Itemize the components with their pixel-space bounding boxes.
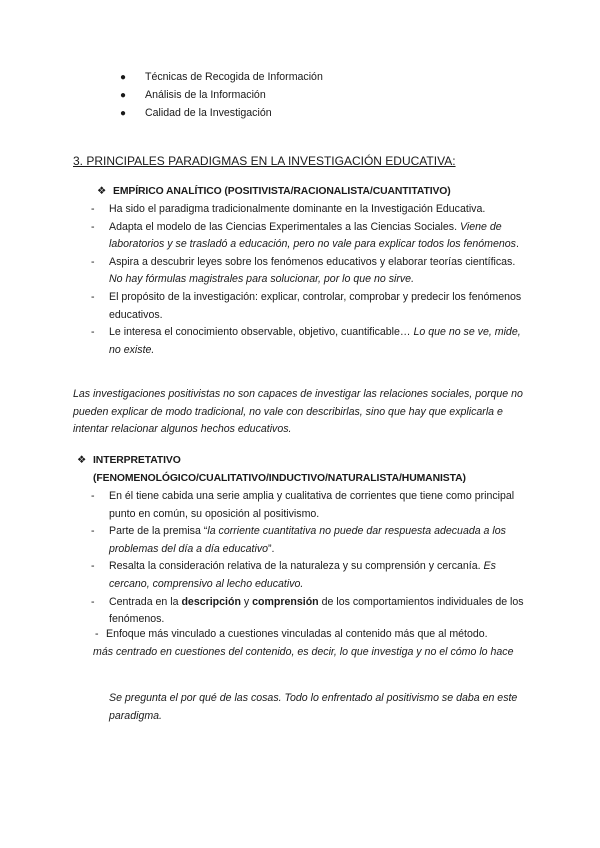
positivist-note: Las investigaciones positivistas no son capaces de investigar las relaciones sociales, porque no pueden explicar de modo tradicional, no vale con describirlas, sino que hay que explicarla e intentar relacionar algunos hechos educativos. [73,388,523,436]
paradigm-interpretativo-subheading: (FENOMENOLÓGICO/CUALITATIVO/INDUCTIVO/NATURALISTA/HUMANISTA) [93,473,466,484]
list-item: - Ha sido el paradigma tradicionalmente dominante en la Investigación Educativa. [91,203,486,215]
list-item: - El propósito de la investigación: explicar, controlar, comprobar y predecir los fenómenos educativos. [91,290,522,321]
list-item: - Le interesa el conocimiento observable, objetivo, cuantificable… Lo que no se ve, mide, no existe. [91,326,521,356]
paradigm-empirico-heading: ❖ EMPÍRICO ANALÍTICO (POSITIVISTA/RACIONALISTA/CUANTITATIVO) [97,183,451,201]
bullet-icon: ● [120,90,127,101]
closing-note: Se pregunta el por qué de las cosas. Todo lo enfrentado al positivismo se daba en este paradigma. [109,692,518,722]
list-item: ● Calidad de la Investigación [0,105,600,123]
list-item: - En él tiene cabida una serie amplia y cualitativa de corrientes que tiene como principal punto en común, su oposición al positivismo. [91,490,515,520]
diamond-bullet-icon: ❖ [77,455,87,466]
interpretativo-italic-note: más centrado en cuestiones del contenido, es decir, lo que investiga y no el cómo lo hace [93,646,514,658]
list-item: ● Análisis de la Información [0,87,600,105]
list-item: - Adapta el modelo de las Ciencias Experimentales a las Ciencias Sociales. Viene de laboratorios y se trasladó a educación, pero no vale para explicar todos los fenómenos. [91,220,519,251]
intro-bullet-list [0,69,600,123]
paradigm-interpretativo-heading: ❖ INTERPRETATIVO [77,452,181,470]
list-item: - Centrada en la descripción y comprensión de los comportamientos individuales de los fenómenos. [91,595,524,626]
section-title: 3. PRINCIPALES PARADIGMAS EN LA INVESTIGACIÓN EDUCATIVA: [73,154,456,168]
diamond-bullet-icon: ❖ [97,186,107,197]
list-item: ● Técnicas de Recogida de Información [0,69,600,87]
document-page: ● Técnicas de Recogida de Información ● Análisis de la Información ● Calidad de la Investigación 3. PRINCIPALES PARADIGMAS EN LA INVESTIGACIÓN EDUCATIVA: ❖ EMPÍRICO ANALÍTICO (POSITIVISTA/RACIONALISTA/CUANTITATIVO) - Ha sido el paradigma tradicionalmente dominante en la Investigación Educativa. - Adapta el modelo de las Ciencias Experimentales a las Ciencias Sociales. Viene de laboratorios y se trasladó a educación, pero no vale para explicar todos los fenómenos. - Aspira a descubrir leyes sobre los fenómenos educativos y elaborar teorías científicas. No hay fórmulas magistrales para solucionar, por lo que no sirve. - El propósito de la investigación: explicar, controlar, comprobar y predecir los fenómenos educativos. - Le interesa el conocimiento observable, objetivo, cuantificable… Lo que no se ve, mide, no existe. Las investigaciones positivistas no son capaces de investigar las relaciones sociales, porque no pueden explicar de modo tradicional, no vale con describirlas, sino que hay que explicarla e intentar relacionar algunos hechos educativos. ❖ INTERPRETATIVO (FENOMENOLÓGICO/CUALITATIVO/INDUCTIVO/NATURALISTA/HUMANISTA) - En él tiene cabida una serie amplia y cualitativa de corrientes que tiene como principal punto en común, su oposición al positivismo. - Parte de la premisa “la corriente cuantitativa no puede dar respuesta adecuada a los problemas del día a día educativo”. - Resalta la consideración relativa de la naturaleza y su comprensión y cercanía. Es cercano, comprensivo al lecho educativo. - Centrada en la descripción y comprensión de los comportamientos individuales de los fenómenos. - Enfoque más vinculado a cuestiones vinculadas al contenido más que al método. más centrado en cuestiones del contenido, es decir, lo que investiga y no el cómo lo hace Se pregunta el por qué de las cosas. Todo lo enfrentado al positivismo se daba en este paradigma. [0,0,600,848]
paradigm-empirico-list [0,201,600,359]
bullet-icon: ● [120,72,127,83]
paradigm-interpretativo-list [0,488,600,629]
list-item: - Aspira a descubrir leyes sobre los fenómenos educativos y elaborar teorías científicas. No hay fórmulas magistrales para solucionar, por lo que no sirve. [91,255,516,286]
list-item: - Resalta la consideración relativa de la naturaleza y su comprensión y cercanía. Es cercano, comprensivo al lecho educativo. [91,560,496,590]
bullet-icon: ● [120,108,127,119]
list-item: - Parte de la premisa “la corriente cuantitativa no puede dar respuesta adecuada a los problemas del día a día educativo”. [91,525,506,555]
